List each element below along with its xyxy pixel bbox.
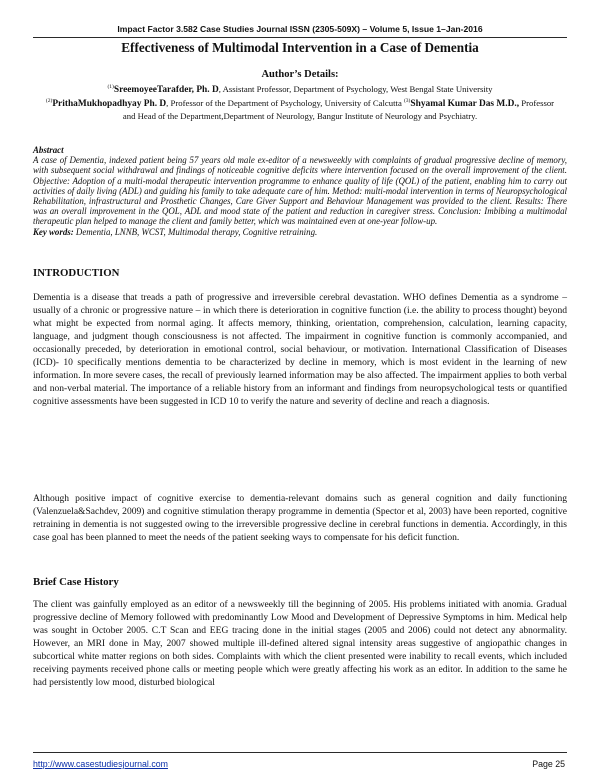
keywords-label: Key words: [33, 226, 74, 237]
case-history-paragraph-1: The client was gainfully employed as an editor of a newsweekly till the beginning of 2005. His problems initiated with anomia. Gradual progressive decline of Memory followed with predominantly Low Mood and Development of Depressive Symptoms in him. Medical help was sought in October 2005. C.T Scan and EEG tracing done in the initial stages (2005 and 2006) could not detect any abnormality. However, an MRI done in May, 2007 showed multiple ill-defined altered signal intensity areas suggestive of angiopathic changes in subcortical white matter regions on both sides. Complaints with which the client presented were inability to recall events, which included receiving payments received phone calls or meeting people which were greatly affecting his work as an editor. In addition to the same he had persistently low mood, disturbed biological [33, 599, 567, 688]
header-rule [33, 37, 567, 38]
author-2-affiliation: , Professor of the Department of Psychology, University of Calcutta [166, 98, 404, 109]
author-3-affiliation: Professor and Head of the Department,Department of Neurology, Bangur Institute of Neurology and Psychiatry. [122, 98, 555, 121]
introduction-paragraph-2: Although positive impact of cognitive exercise to dementia-relevant domains such as general cognition and daily functioning (Valenzuela&Sachdev, 2009) and cognitive stimulation therapy programme in dementia (Spector et al, 2003) have been reported, cognitive retraining in dementia is not suggested owing to the irreversible progressive decline in cerebral functions in dementia. Accordingly, in this case goal has been planned to meet the needs of the patient seeking ways to compensate for his deficit function. [33, 493, 567, 543]
journal-header: Impact Factor 3.582 Case Studies Journal ISSN (2305-509X) – Volume 5, Issue 1–Jan-2016 [117, 24, 483, 34]
author-2-name: PrithaMukhopadhyay Ph. D [52, 99, 167, 110]
keywords-text: Dementia, LNNB, WCST, Multimodal therapy, Cognitive retraining. [73, 226, 318, 237]
keywords [33, 227, 567, 237]
introduction-heading: INTRODUCTION [33, 267, 120, 279]
abstract [33, 145, 567, 237]
abstract-text: A case of Dementia, indexed patient being 57 years old male ex-editor of a newsweekly with complaints of gradual progressive decline of memory, with subsequent social withdrawal and findings of noticeable cognitive deficits where intervention focused on the overall improvement of the client. Objective: Adoption of a multi-modal therapeutic intervention programme to enhance quality of life (QOL) of the patient, enabling him to carry out activities of daily living (ADL) and guiding his family to take adequate care of him. Method: multi-modal intervention in terms of Neuropsychological Rehabilitation, infrastructural and Prosthetic Changes, Care Giver Support and Behaviour Management was provided to the client. Results: There was an overall improvement in the QOL, ADL and mood state of the patient and reduction in caregiver stress. Conclusion: Imbibing a multimodal therapeutic plan helped to manage the client and family better, which was maintained even at one-year follow-up. [33, 155, 567, 227]
author-1-affiliation: , Assistant Professor, Department of Psychology, West Bengal State University [218, 83, 493, 94]
author-1-sup: (1) [107, 84, 114, 90]
author-2-sup: (2) [45, 98, 53, 105]
authors-block [45, 82, 555, 122]
introduction-paragraph-1: Dementia is a disease that treads a path of progressive and irreversible cerebral devastation. WHO defines Dementia as a syndrome – usually of a chronic or progressive nature – in which there is deterioration in cognitive function (i.e. the ability to process thought) beyond what might be expected from normal aging. It affects memory, thinking, orientation, comprehension, calculation, learning capacity, language, and judgment though consciousness is not affected. The impairment in cognitive function is commonly accompanied, and occasionally preceded, by deterioration in emotional control, social behaviour, or motivation. International Classification of Diseases (ICD)- 10 specifically mentions dementia to be characterized by decline in memory, which is most evident in the learning of new information. In more severe cases, the recall of previously learned information may be also affected. The impairment applies to both verbal and non-verbal material. The importance of a reliable history from an informant and findings from neuropsychological tests or quantified cognitive assessments have been suggested in ICD 10 to verify the nature and severity of decline and reach a diagnosis. [33, 292, 567, 407]
case-history-heading: Brief Case History [33, 576, 119, 588]
page-number: Page 25 [532, 759, 565, 769]
paper-title: Effectiveness of Multimodal Intervention in a Case of Dementia [121, 40, 479, 55]
author-3-sup: (3) [403, 98, 411, 105]
journal-website-link[interactable]: http://www.casestudiesjournal.com [33, 759, 168, 769]
author-1-name: SreemoyeeTarafder, Ph. D [113, 84, 219, 95]
footer-rule [33, 752, 567, 753]
authors-heading: Author’s Details: [261, 69, 339, 80]
author-3-name: Shyamal Kumar Das M.D., [410, 99, 520, 110]
abstract-label: Abstract [33, 145, 64, 155]
